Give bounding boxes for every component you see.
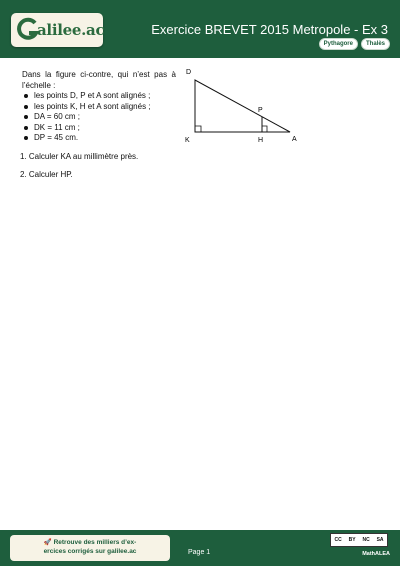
label-d: D [186, 69, 192, 76]
question-list [20, 152, 138, 188]
license-cc: CC [334, 537, 342, 543]
statement-list [22, 91, 176, 144]
promo-line: 🚀 Retrouve des milliers d’ex- [43, 539, 137, 546]
right-angle-k [195, 126, 201, 132]
statement-item: DP = 45 cm. [22, 133, 176, 144]
question-item [20, 170, 138, 179]
galilee-logo[interactable] [11, 13, 103, 47]
logo-g-icon [17, 17, 39, 43]
label-h: H [258, 137, 264, 144]
label-p: P [258, 107, 263, 114]
tag-list [319, 38, 390, 50]
statement-item: les points K, H et A sont alignés ; [22, 102, 176, 113]
promo-banner[interactable] [10, 535, 170, 561]
exercise-statement [22, 70, 176, 144]
right-angle-h [262, 126, 267, 132]
license-nc: NC [362, 537, 370, 543]
label-k: K [185, 137, 190, 144]
page-header [0, 0, 400, 58]
statement-item: DA = 60 cm ; [22, 112, 176, 123]
triangle-dka [195, 80, 290, 132]
statement-item: les points D, P et A sont alignés ; [22, 91, 176, 102]
question-item [20, 152, 138, 161]
question-number: 1. [20, 152, 27, 161]
mathalea-brand: MathALEA [362, 551, 390, 557]
exercise-title: Exercice BREVET 2015 Metropole - Ex 3 [151, 22, 388, 37]
statement-item: DK = 11 cm ; [22, 123, 176, 134]
license-sa: SA [376, 537, 384, 543]
promo-line: ercices corrigés sur galilee.ac [43, 548, 137, 555]
question-text: Calculer HP. [28, 170, 73, 179]
question-number: 2. [20, 170, 27, 179]
geometry-figure [180, 62, 310, 152]
question-text: Calculer KA au millimètre près. [28, 152, 139, 161]
statement-intro: Dans la figure ci-contre, qui n’est pas à l’échelle : [22, 70, 176, 90]
logo-text: alilee.ac [37, 21, 105, 39]
cc-license-badge[interactable] [330, 533, 388, 547]
page-footer [0, 530, 400, 566]
license-by: BY [348, 537, 356, 543]
tag-thales[interactable]: Thalès [361, 38, 390, 50]
label-a: A [292, 136, 297, 143]
tag-pythagore[interactable]: Pythagore [319, 38, 358, 50]
page-number: Page 1 [188, 549, 211, 556]
